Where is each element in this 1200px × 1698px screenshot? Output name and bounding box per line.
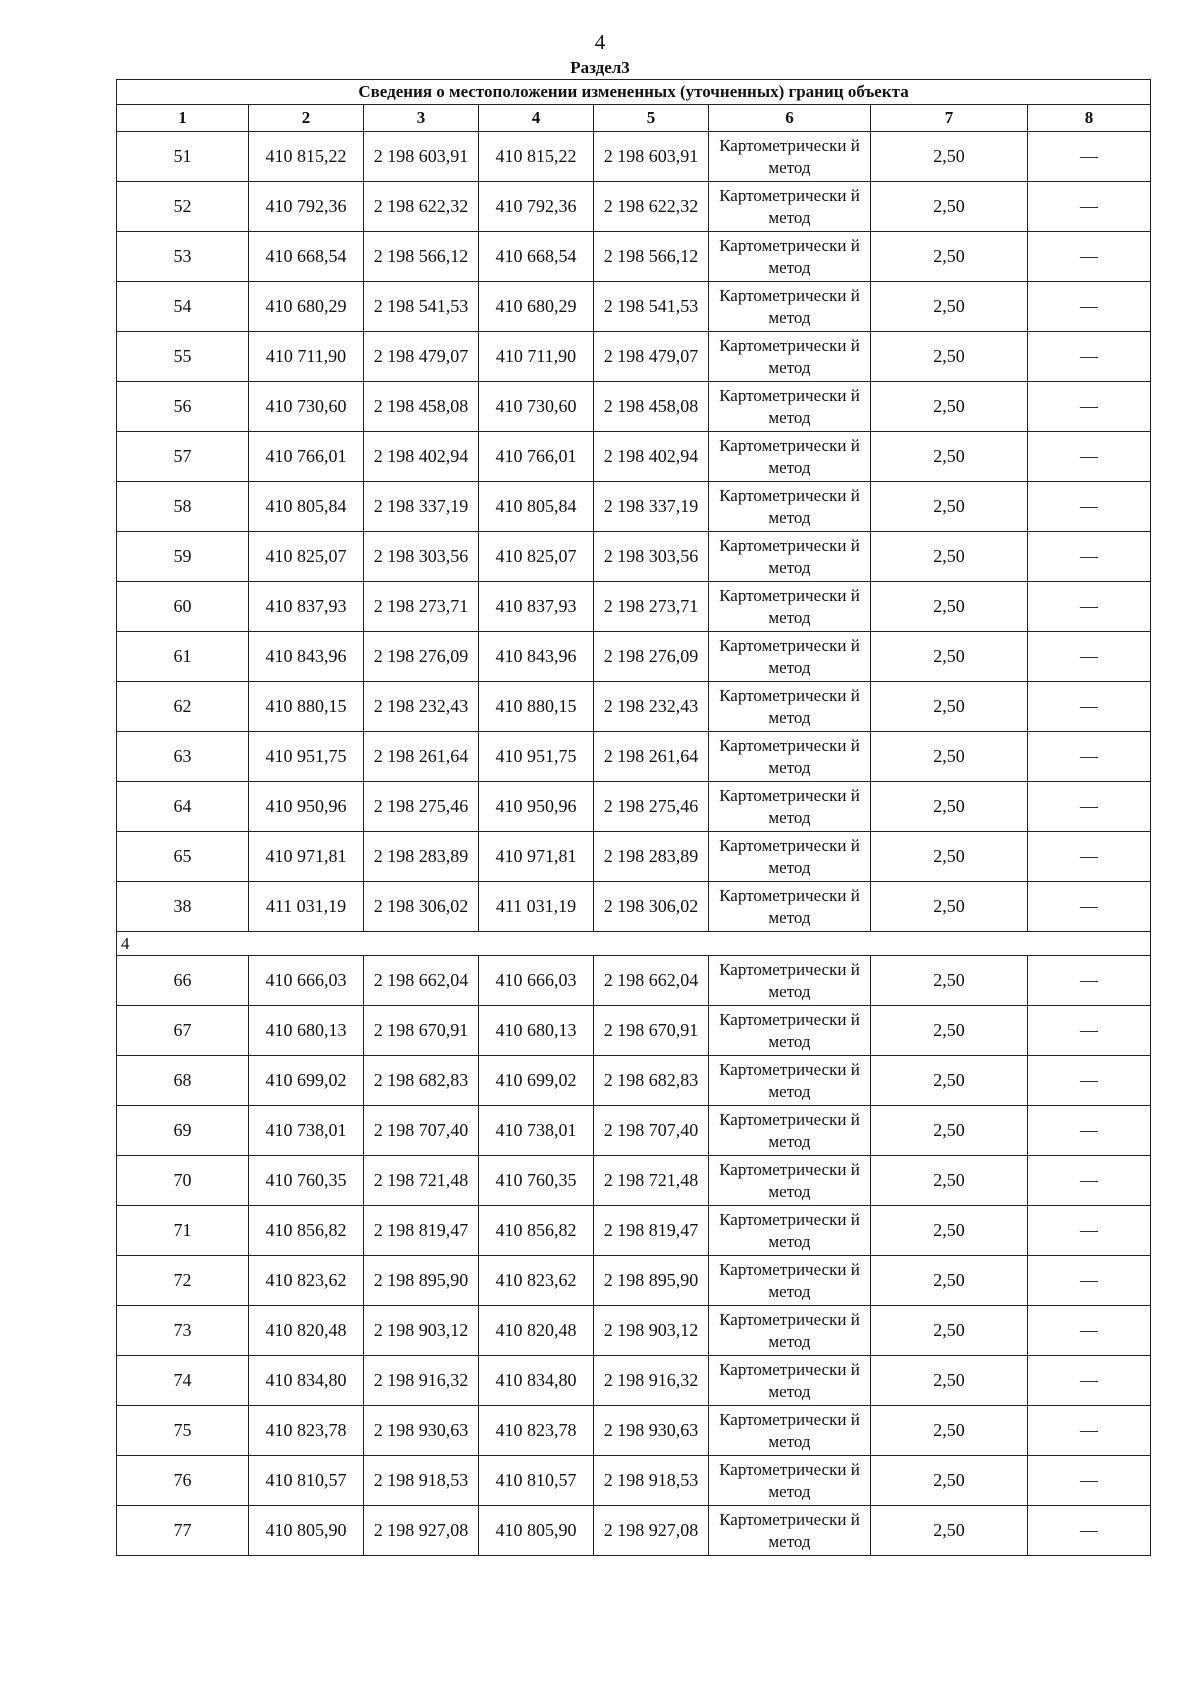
table-row	[117, 1506, 1151, 1556]
point-number-cell: 52	[117, 182, 249, 232]
x-existing-cell: 410 805,84	[249, 482, 364, 532]
note-cell: —	[1028, 632, 1151, 682]
x-existing-cell: 410 837,93	[249, 582, 364, 632]
accuracy-cell: 2,50	[871, 1456, 1028, 1506]
note-cell: —	[1028, 532, 1151, 582]
x-refined-cell: 410 668,54	[479, 232, 594, 282]
method-cell: Картометрически й метод	[709, 1206, 871, 1256]
x-existing-cell: 410 792,36	[249, 182, 364, 232]
x-refined-cell: 410 805,84	[479, 482, 594, 532]
x-refined-cell: 410 951,75	[479, 732, 594, 782]
y-existing-cell: 2 198 275,46	[364, 782, 479, 832]
method-cell: Картометрически й метод	[709, 1056, 871, 1106]
x-refined-cell: 410 834,80	[479, 1356, 594, 1406]
method-cell: Картометрически й метод	[709, 332, 871, 382]
note-cell: —	[1028, 956, 1151, 1006]
table-row	[117, 1406, 1151, 1456]
point-number-cell: 76	[117, 1456, 249, 1506]
x-existing-cell: 410 680,13	[249, 1006, 364, 1056]
x-refined-cell: 410 738,01	[479, 1106, 594, 1156]
x-refined-cell: 410 680,13	[479, 1006, 594, 1056]
y-existing-cell: 2 198 306,02	[364, 882, 479, 932]
note-cell: —	[1028, 1506, 1151, 1556]
column-number: 6	[709, 105, 871, 132]
y-existing-cell: 2 198 918,53	[364, 1456, 479, 1506]
note-cell: —	[1028, 482, 1151, 532]
column-number: 5	[594, 105, 709, 132]
y-refined-cell: 2 198 662,04	[594, 956, 709, 1006]
method-cell: Картометрически й метод	[709, 132, 871, 182]
note-cell: —	[1028, 1206, 1151, 1256]
table-caption: Сведения о местоположении измененных (уточненных) границ объекта	[117, 80, 1151, 105]
table-row	[117, 1156, 1151, 1206]
y-existing-cell: 2 198 670,91	[364, 1006, 479, 1056]
y-existing-cell: 2 198 276,09	[364, 632, 479, 682]
accuracy-cell: 2,50	[871, 682, 1028, 732]
table-row	[117, 682, 1151, 732]
x-existing-cell: 410 950,96	[249, 782, 364, 832]
table-row	[117, 332, 1151, 382]
table-row	[117, 1306, 1151, 1356]
point-number-cell: 75	[117, 1406, 249, 1456]
point-number-cell: 64	[117, 782, 249, 832]
method-cell: Картометрически й метод	[709, 482, 871, 532]
accuracy-cell: 2,50	[871, 182, 1028, 232]
point-number-cell: 70	[117, 1156, 249, 1206]
method-cell: Картометрически й метод	[709, 382, 871, 432]
note-cell: —	[1028, 1056, 1151, 1106]
y-refined-cell: 2 198 903,12	[594, 1306, 709, 1356]
point-number-cell: 61	[117, 632, 249, 682]
x-refined-cell: 410 823,62	[479, 1256, 594, 1306]
y-refined-cell: 2 198 479,07	[594, 332, 709, 382]
x-existing-cell: 410 951,75	[249, 732, 364, 782]
method-cell: Картометрически й метод	[709, 732, 871, 782]
point-number-cell: 55	[117, 332, 249, 382]
accuracy-cell: 2,50	[871, 1406, 1028, 1456]
table-row	[117, 1056, 1151, 1106]
column-number: 7	[871, 105, 1028, 132]
point-number-cell: 38	[117, 882, 249, 932]
point-number-cell: 54	[117, 282, 249, 332]
point-number-cell: 74	[117, 1356, 249, 1406]
y-existing-cell: 2 198 283,89	[364, 832, 479, 882]
point-number-cell: 77	[117, 1506, 249, 1556]
y-refined-cell: 2 198 721,48	[594, 1156, 709, 1206]
accuracy-cell: 2,50	[871, 282, 1028, 332]
method-cell: Картометрически й метод	[709, 1456, 871, 1506]
point-number-cell: 73	[117, 1306, 249, 1356]
y-refined-cell: 2 198 670,91	[594, 1006, 709, 1056]
point-number-cell: 57	[117, 432, 249, 482]
table-row	[117, 382, 1151, 432]
x-existing-cell: 410 738,01	[249, 1106, 364, 1156]
accuracy-cell: 2,50	[871, 482, 1028, 532]
y-refined-cell: 2 198 306,02	[594, 882, 709, 932]
x-refined-cell: 410 856,82	[479, 1206, 594, 1256]
point-number-cell: 62	[117, 682, 249, 732]
note-cell: —	[1028, 1156, 1151, 1206]
point-number-cell: 56	[117, 382, 249, 432]
x-refined-cell: 410 820,48	[479, 1306, 594, 1356]
x-refined-cell: 410 730,60	[479, 382, 594, 432]
y-refined-cell: 2 198 930,63	[594, 1406, 709, 1456]
x-refined-cell: 410 766,01	[479, 432, 594, 482]
accuracy-cell: 2,50	[871, 882, 1028, 932]
table-row	[117, 1256, 1151, 1306]
point-number-cell: 58	[117, 482, 249, 532]
column-number: 1	[117, 105, 249, 132]
table-row	[117, 182, 1151, 232]
method-cell: Картометрически й метод	[709, 182, 871, 232]
y-refined-cell: 2 198 707,40	[594, 1106, 709, 1156]
accuracy-cell: 2,50	[871, 1206, 1028, 1256]
note-cell: —	[1028, 232, 1151, 282]
x-existing-cell: 410 760,35	[249, 1156, 364, 1206]
y-existing-cell: 2 198 721,48	[364, 1156, 479, 1206]
column-number: 3	[364, 105, 479, 132]
note-cell: —	[1028, 1006, 1151, 1056]
y-existing-cell: 2 198 402,94	[364, 432, 479, 482]
method-cell: Картометрически й метод	[709, 1106, 871, 1156]
method-cell: Картометрически й метод	[709, 632, 871, 682]
accuracy-cell: 2,50	[871, 132, 1028, 182]
column-number: 4	[479, 105, 594, 132]
accuracy-cell: 2,50	[871, 1506, 1028, 1556]
point-number-cell: 59	[117, 532, 249, 582]
y-existing-cell: 2 198 303,56	[364, 532, 479, 582]
method-cell: Картометрически й метод	[709, 232, 871, 282]
accuracy-cell: 2,50	[871, 432, 1028, 482]
y-refined-cell: 2 198 261,64	[594, 732, 709, 782]
x-existing-cell: 410 666,03	[249, 956, 364, 1006]
y-refined-cell: 2 198 895,90	[594, 1256, 709, 1306]
method-cell: Картометрически й метод	[709, 282, 871, 332]
y-refined-cell: 2 198 402,94	[594, 432, 709, 482]
accuracy-cell: 2,50	[871, 1356, 1028, 1406]
y-refined-cell: 2 198 819,47	[594, 1206, 709, 1256]
y-existing-cell: 2 198 916,32	[364, 1356, 479, 1406]
point-number-cell: 72	[117, 1256, 249, 1306]
y-refined-cell: 2 198 283,89	[594, 832, 709, 882]
x-refined-cell: 410 810,57	[479, 1456, 594, 1506]
x-refined-cell: 410 805,90	[479, 1506, 594, 1556]
method-cell: Картометрически й метод	[709, 1356, 871, 1406]
note-cell: —	[1028, 582, 1151, 632]
table-row	[117, 432, 1151, 482]
x-existing-cell: 410 880,15	[249, 682, 364, 732]
x-existing-cell: 410 971,81	[249, 832, 364, 882]
boundary-coordinates-table	[116, 79, 1151, 1556]
note-cell: —	[1028, 732, 1151, 782]
y-existing-cell: 2 198 819,47	[364, 1206, 479, 1256]
y-refined-cell: 2 198 622,32	[594, 182, 709, 232]
accuracy-cell: 2,50	[871, 232, 1028, 282]
table-row	[117, 232, 1151, 282]
table-row	[117, 132, 1151, 182]
table-row	[117, 782, 1151, 832]
note-cell: —	[1028, 382, 1151, 432]
x-existing-cell: 410 834,80	[249, 1356, 364, 1406]
x-refined-cell: 410 792,36	[479, 182, 594, 232]
column-number: 2	[249, 105, 364, 132]
note-cell: —	[1028, 132, 1151, 182]
point-number-cell: 65	[117, 832, 249, 882]
x-existing-cell: 410 815,22	[249, 132, 364, 182]
y-refined-cell: 2 198 541,53	[594, 282, 709, 332]
y-existing-cell: 2 198 479,07	[364, 332, 479, 382]
page-number: 4	[594, 30, 606, 54]
method-cell: Картометрически й метод	[709, 432, 871, 482]
contour-number: 4	[117, 932, 1151, 956]
column-number: 8	[1028, 105, 1151, 132]
y-refined-cell: 2 198 682,83	[594, 1056, 709, 1106]
note-cell: —	[1028, 282, 1151, 332]
x-refined-cell: 410 680,29	[479, 282, 594, 332]
accuracy-cell: 2,50	[871, 1106, 1028, 1156]
note-cell: —	[1028, 1306, 1151, 1356]
x-refined-cell: 410 880,15	[479, 682, 594, 732]
y-existing-cell: 2 198 927,08	[364, 1506, 479, 1556]
method-cell: Картометрически й метод	[709, 1156, 871, 1206]
point-number-cell: 67	[117, 1006, 249, 1056]
y-existing-cell: 2 198 895,90	[364, 1256, 479, 1306]
y-refined-cell: 2 198 276,09	[594, 632, 709, 682]
x-refined-cell: 410 971,81	[479, 832, 594, 882]
x-existing-cell: 410 805,90	[249, 1506, 364, 1556]
accuracy-cell: 2,50	[871, 956, 1028, 1006]
contour-group-row	[117, 932, 1151, 956]
y-existing-cell: 2 198 541,53	[364, 282, 479, 332]
method-cell: Картометрически й метод	[709, 582, 871, 632]
y-existing-cell: 2 198 662,04	[364, 956, 479, 1006]
x-existing-cell: 410 825,07	[249, 532, 364, 582]
y-existing-cell: 2 198 603,91	[364, 132, 479, 182]
x-refined-cell: 410 843,96	[479, 632, 594, 682]
table-row	[117, 482, 1151, 532]
y-existing-cell: 2 198 707,40	[364, 1106, 479, 1156]
x-refined-cell: 410 825,07	[479, 532, 594, 582]
x-refined-cell: 410 823,78	[479, 1406, 594, 1456]
x-existing-cell: 410 823,62	[249, 1256, 364, 1306]
accuracy-cell: 2,50	[871, 782, 1028, 832]
x-refined-cell: 410 837,93	[479, 582, 594, 632]
method-cell: Картометрически й метод	[709, 682, 871, 732]
method-cell: Картометрически й метод	[709, 1306, 871, 1356]
y-refined-cell: 2 198 303,56	[594, 532, 709, 582]
y-existing-cell: 2 198 566,12	[364, 232, 479, 282]
note-cell: —	[1028, 1456, 1151, 1506]
table-row	[117, 732, 1151, 782]
y-refined-cell: 2 198 337,19	[594, 482, 709, 532]
method-cell: Картометрически й метод	[709, 882, 871, 932]
y-refined-cell: 2 198 232,43	[594, 682, 709, 732]
y-refined-cell: 2 198 275,46	[594, 782, 709, 832]
note-cell: —	[1028, 432, 1151, 482]
accuracy-cell: 2,50	[871, 382, 1028, 432]
x-existing-cell: 410 680,29	[249, 282, 364, 332]
y-refined-cell: 2 198 927,08	[594, 1506, 709, 1556]
x-existing-cell: 410 730,60	[249, 382, 364, 432]
method-cell: Картометрически й метод	[709, 956, 871, 1006]
x-existing-cell: 410 823,78	[249, 1406, 364, 1456]
point-number-cell: 63	[117, 732, 249, 782]
x-refined-cell: 410 950,96	[479, 782, 594, 832]
accuracy-cell: 2,50	[871, 632, 1028, 682]
x-existing-cell: 411 031,19	[249, 882, 364, 932]
table-row	[117, 1456, 1151, 1506]
x-existing-cell: 410 810,57	[249, 1456, 364, 1506]
accuracy-cell: 2,50	[871, 832, 1028, 882]
y-refined-cell: 2 198 273,71	[594, 582, 709, 632]
y-refined-cell: 2 198 916,32	[594, 1356, 709, 1406]
accuracy-cell: 2,50	[871, 582, 1028, 632]
note-cell: —	[1028, 682, 1151, 732]
point-number-cell: 60	[117, 582, 249, 632]
point-number-cell: 51	[117, 132, 249, 182]
note-cell: —	[1028, 1356, 1151, 1406]
method-cell: Картометрически й метод	[709, 1256, 871, 1306]
x-refined-cell: 410 699,02	[479, 1056, 594, 1106]
y-existing-cell: 2 198 337,19	[364, 482, 479, 532]
table-row	[117, 956, 1151, 1006]
x-existing-cell: 410 766,01	[249, 432, 364, 482]
x-refined-cell: 410 666,03	[479, 956, 594, 1006]
accuracy-cell: 2,50	[871, 1006, 1028, 1056]
method-cell: Картометрически й метод	[709, 1506, 871, 1556]
y-existing-cell: 2 198 903,12	[364, 1306, 479, 1356]
x-existing-cell: 410 668,54	[249, 232, 364, 282]
x-existing-cell: 410 820,48	[249, 1306, 364, 1356]
section-title: Раздел3	[570, 58, 630, 77]
y-existing-cell: 2 198 622,32	[364, 182, 479, 232]
y-existing-cell: 2 198 273,71	[364, 582, 479, 632]
accuracy-cell: 2,50	[871, 1056, 1028, 1106]
point-number-cell: 69	[117, 1106, 249, 1156]
note-cell: —	[1028, 332, 1151, 382]
x-existing-cell: 410 699,02	[249, 1056, 364, 1106]
method-cell: Картометрически й метод	[709, 832, 871, 882]
y-refined-cell: 2 198 566,12	[594, 232, 709, 282]
note-cell: —	[1028, 1106, 1151, 1156]
y-refined-cell: 2 198 603,91	[594, 132, 709, 182]
note-cell: —	[1028, 1406, 1151, 1456]
method-cell: Картометрически й метод	[709, 1406, 871, 1456]
y-existing-cell: 2 198 930,63	[364, 1406, 479, 1456]
x-refined-cell: 411 031,19	[479, 882, 594, 932]
table-row	[117, 1006, 1151, 1056]
table-row	[117, 532, 1151, 582]
x-refined-cell: 410 760,35	[479, 1156, 594, 1206]
point-number-cell: 53	[117, 232, 249, 282]
x-existing-cell: 410 843,96	[249, 632, 364, 682]
method-cell: Картометрически й метод	[709, 1006, 871, 1056]
table-row	[117, 882, 1151, 932]
note-cell: —	[1028, 832, 1151, 882]
table-row	[117, 832, 1151, 882]
method-cell: Картометрически й метод	[709, 782, 871, 832]
column-number-row	[117, 105, 1151, 132]
accuracy-cell: 2,50	[871, 1156, 1028, 1206]
table-row	[117, 582, 1151, 632]
note-cell: —	[1028, 182, 1151, 232]
x-refined-cell: 410 815,22	[479, 132, 594, 182]
accuracy-cell: 2,50	[871, 1256, 1028, 1306]
accuracy-cell: 2,50	[871, 332, 1028, 382]
point-number-cell: 68	[117, 1056, 249, 1106]
method-cell: Картометрически й метод	[709, 532, 871, 582]
accuracy-cell: 2,50	[871, 532, 1028, 582]
table-row	[117, 1356, 1151, 1406]
y-existing-cell: 2 198 232,43	[364, 682, 479, 732]
note-cell: —	[1028, 882, 1151, 932]
y-existing-cell: 2 198 682,83	[364, 1056, 479, 1106]
x-existing-cell: 410 711,90	[249, 332, 364, 382]
accuracy-cell: 2,50	[871, 1306, 1028, 1356]
y-refined-cell: 2 198 918,53	[594, 1456, 709, 1506]
y-existing-cell: 2 198 261,64	[364, 732, 479, 782]
point-number-cell: 71	[117, 1206, 249, 1256]
x-existing-cell: 410 856,82	[249, 1206, 364, 1256]
x-refined-cell: 410 711,90	[479, 332, 594, 382]
accuracy-cell: 2,50	[871, 732, 1028, 782]
point-number-cell: 66	[117, 956, 249, 1006]
table-row	[117, 1206, 1151, 1256]
note-cell: —	[1028, 1256, 1151, 1306]
table-row	[117, 1106, 1151, 1156]
y-refined-cell: 2 198 458,08	[594, 382, 709, 432]
y-existing-cell: 2 198 458,08	[364, 382, 479, 432]
table-row	[117, 632, 1151, 682]
table-body	[117, 132, 1151, 1556]
table-row	[117, 282, 1151, 332]
note-cell: —	[1028, 782, 1151, 832]
